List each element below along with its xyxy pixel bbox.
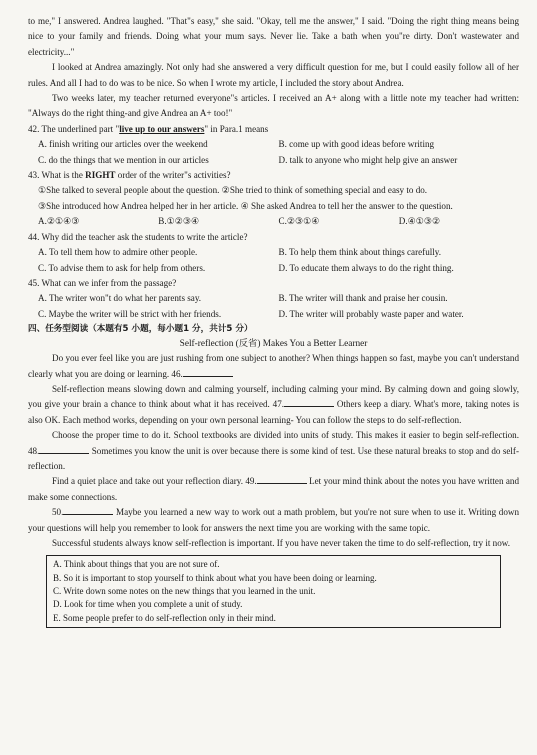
- question-43-steps-1: ①She talked to several people about the question. ②She tried to think of something special and easy to do.: [38, 185, 428, 196]
- option-44c: C. To advise them to ask for help from others.: [38, 262, 206, 273]
- option-45b: B. The writer will thank and praise her cousin.: [278, 293, 448, 304]
- reading-title: Self-reflection (反省) Makes You a Better Learner: [179, 339, 368, 350]
- option-44d: D. To educate them always to do the right thing.: [278, 262, 454, 273]
- reading-paragraph-2: Self-reflection means slowing down and calming yourself, including calming your mind. By calming down and going slowly, you give your brain a chance to think about what it has received. 47. Others keep a diary. What's more, taking notes is also OK. Each method works, depending on your own personal learning- You can follow the steps to do self-reflection.: [28, 383, 519, 425]
- box-option-c: C. Write down some notes on the new things that you learned in the unit.: [53, 586, 316, 596]
- question-44-options-row2: [38, 261, 519, 276]
- box-option-d: D. Look for time when you complete a unit of study.: [53, 599, 243, 610]
- box-option-b: B. So it is important to stop yourself to think about what you have been doing or learning.: [53, 572, 377, 583]
- option-43d: D.④①③②: [398, 216, 441, 227]
- reading-paragraph-4: Find a quiet place and take out your reflection diary. 49. Let your mind think about the notes you have written and make some connections.: [28, 476, 519, 502]
- box-option-e: E. Some people prefer to do self-reflection only in their mind.: [53, 612, 276, 623]
- box-option-a: A. Think about things that you are not sure of.: [53, 559, 220, 570]
- options-box: [46, 555, 501, 627]
- reading-paragraph-5: 50. Maybe you learned a new way to work out a math problem, but you're not sure when to use it. Writing down your questions will help you remember to look for answers the next time you are working with the same topic.: [28, 507, 520, 533]
- passage-paragraph-3: Two weeks later, my teacher returned everyone"s articles. I received an A+ along with a little note my teacher had written: "Always do the right thing-and give Andrea an A+ too!": [28, 93, 519, 119]
- question-44-options-row1: [38, 245, 519, 260]
- reading-paragraph-3: Choose the proper time to do it. School textbooks are divided into units of study. This makes it easier to begin self-reflection. 48. Sometimes you know the unit is over because there is some kind of test. Use these natural breaks to stop and do self-reflection.: [28, 430, 519, 471]
- option-42d: D. talk to anyone who might help give an answer: [278, 154, 458, 165]
- question-44-stem: 44. Why did the teacher ask the students to write the article?: [28, 231, 248, 242]
- answer-blank-50[interactable]: [63, 505, 113, 515]
- question-43-stem: 43. What is the RIGHT order of the writer"s activities?: [28, 170, 231, 181]
- option-45d: D. The writer will probably waste paper and water.: [278, 308, 464, 319]
- section-heading: 四、任务型阅读（本题有5 小题，每小题1 分，共计5 分）: [28, 324, 253, 335]
- option-43b: B.①②③④: [158, 216, 200, 227]
- reading-paragraph-1: Do you ever feel like you are just rushing from one subject to another? When things happen so fast, maybe you can't understand clearly what you are doing or learning. 46.: [28, 353, 519, 379]
- answer-blank-47[interactable]: [284, 397, 334, 407]
- option-45c: C. Maybe the writer will be strict with her friends.: [38, 308, 222, 319]
- option-42a: A. finish writing our articles over the weekend: [38, 139, 208, 150]
- passage-paragraph-2: I looked at Andrea amazingly. Not only had she answered a very difficult question for me, but I could easily follow all of her rules. And all I had to do was to be nice. So when I wrote my article, I included the story about Andrea.: [28, 62, 519, 88]
- question-45-stem: 45. What can we infer from the passage?: [28, 277, 177, 288]
- question-42-options-row2: [38, 153, 519, 168]
- option-43a: A.②①④③: [38, 216, 80, 227]
- question-43-steps-2: ③She introduced how Andrea helped her in her article. ④ She asked Andrea to tell her the answer to the question.: [38, 200, 453, 211]
- passage-paragraph-1: to me," I answered. Andrea laughed. "That"s easy," she said. "Okay, tell me the answer," I said. "Doing the right thing means being nice to your family and friends. Doing what your mum says. Never lie. Take a bath when you"re dirty. Don't wastewater and electricity...": [28, 16, 519, 57]
- option-45a: A. The writer won"t do what her parents say.: [38, 293, 202, 304]
- answer-blank-48[interactable]: [39, 444, 89, 454]
- option-44a: A. To tell them how to admire other people.: [38, 247, 198, 258]
- answer-blank-49[interactable]: [257, 474, 307, 484]
- reading-paragraph-6: Successful students always know self-reflection is important. If you have never taken the time to do self-reflection, try it now.: [52, 538, 511, 548]
- question-45-options-row1: [38, 291, 519, 306]
- underlined-phrase: live up to our answers: [119, 123, 205, 134]
- question-42-options-row1: [38, 137, 519, 152]
- option-43c: C.②③①④: [278, 216, 320, 227]
- option-42b: B. come up with good ideas before writing: [278, 139, 435, 150]
- question-43-options: [38, 214, 519, 229]
- question-42-stem: 42. The underlined part "live up to our answers" in Para.1 means: [28, 123, 269, 134]
- option-44b: B. To help them think about things carefully.: [278, 247, 442, 258]
- answer-blank-46[interactable]: [183, 367, 233, 377]
- question-45-options-row2: [38, 307, 519, 322]
- option-42c: C. do the things that we mention in our articles: [38, 154, 209, 165]
